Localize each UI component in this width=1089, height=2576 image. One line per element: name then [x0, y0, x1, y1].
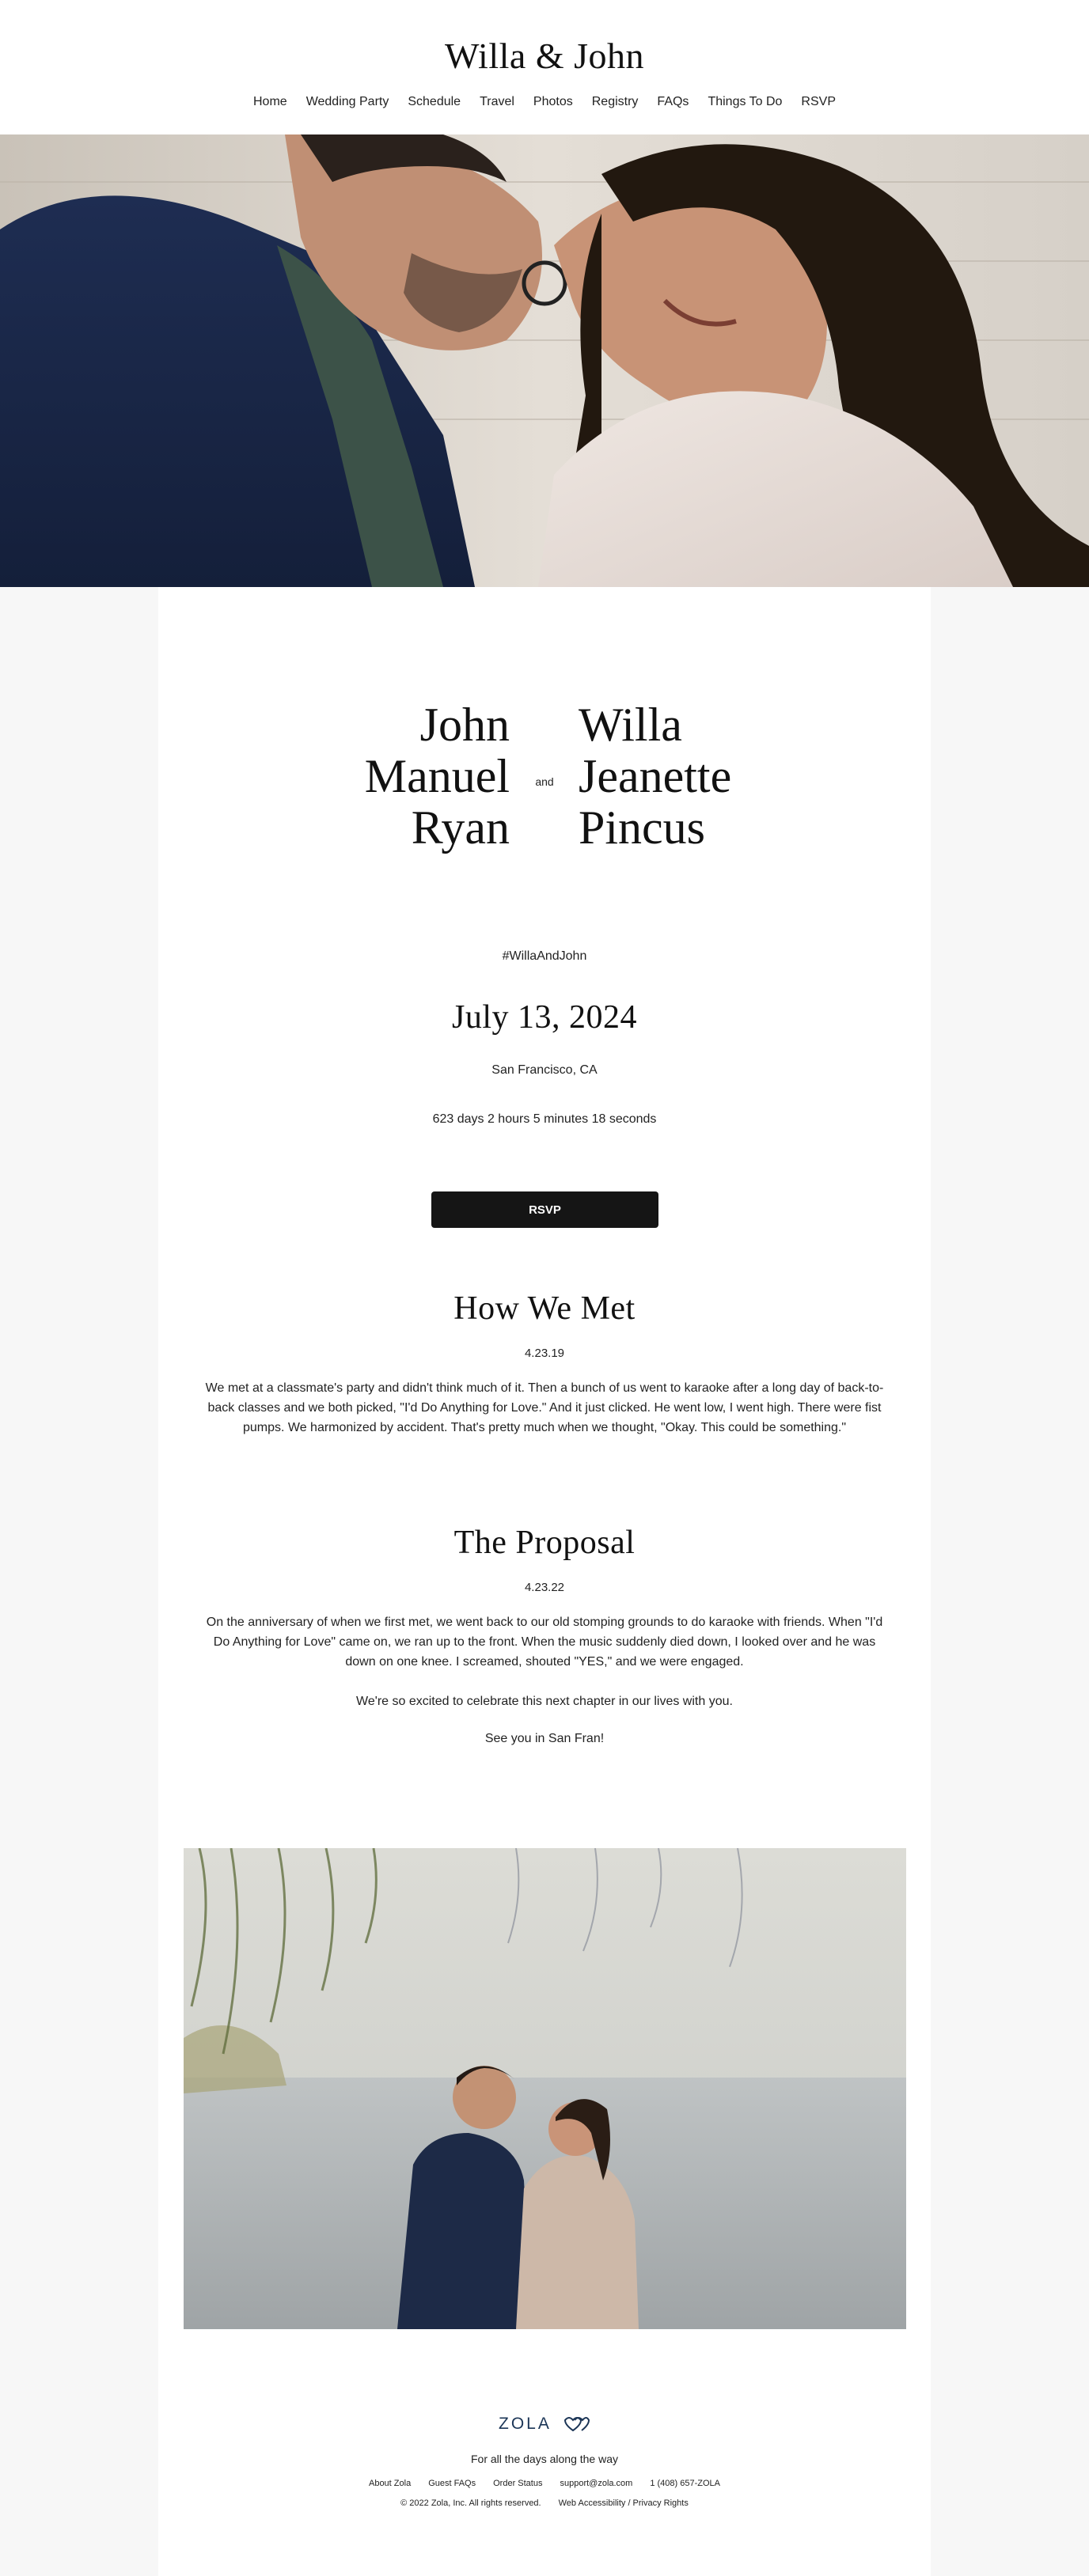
proposal-closing: We're so excited to celebrate this next chapter in our lives with you.: [356, 1695, 733, 1708]
zola-logo[interactable]: [499, 2415, 590, 2432]
footer-link-guest-faqs[interactable]: Guest FAQs: [428, 2479, 476, 2488]
footer-tagline: For all the days along the way: [471, 2453, 618, 2465]
main-content: [158, 587, 931, 2576]
proposal-story: On the anniversary of when we first met, we went back to our old stomping grounds to do karaoke with friends. When "I'd Do Anything for Love" came on, we ran up to the front. When the music suddenly died down, I looked over and he was down on one knee. I screamed, shouted "YES," and we were engaged.: [206, 1616, 883, 1669]
site-title: Willa & John: [444, 36, 644, 76]
nav-schedule[interactable]: Schedule: [408, 95, 461, 108]
proposal-date: 4.23.22: [524, 1581, 565, 1594]
how-we-met-title: How We Met: [453, 1290, 636, 1327]
nav-photos[interactable]: Photos: [533, 95, 573, 108]
proposal-title: The Proposal: [453, 1525, 636, 1561]
footer-copyright: © 2022 Zola, Inc. All rights reserved.: [400, 2498, 541, 2508]
how-we-met-story: We met at a classmate's party and didn't think much of it. Then a bunch of us went to karaoke after a long day of back-to-back classes and we both picked, "I'd Do Anything for Love." And it just clicked. He went low, I went high. There were fist pumps. We harmonized by accident. That's pretty much when we thought, "Okay. This could be something.": [205, 1381, 884, 1434]
rsvp-button[interactable]: RSVP: [431, 1191, 658, 1228]
couple-names: [158, 699, 931, 873]
footer-links: [158, 2479, 931, 2488]
nav-travel[interactable]: Travel: [480, 95, 514, 108]
footer-link-order-status[interactable]: Order Status: [493, 2479, 543, 2488]
main-nav: [0, 95, 1089, 109]
lakeside-couple-image: [184, 1848, 906, 2329]
footer-link-phone[interactable]: 1 (408) 657-ZOLA: [650, 2479, 720, 2488]
engagement-photo: [184, 1848, 906, 2329]
footer-link-about[interactable]: About Zola: [368, 2479, 412, 2488]
nav-registry[interactable]: Registry: [591, 95, 639, 108]
how-we-met-date: 4.23.19: [524, 1347, 565, 1360]
wedding-date: July 13, 2024: [451, 999, 637, 1036]
nav-faqs[interactable]: FAQs: [657, 95, 689, 108]
nav-rsvp[interactable]: RSVP: [801, 95, 836, 108]
footer-legal-link[interactable]: Web Accessibility / Privacy Rights: [558, 2498, 689, 2508]
zola-wordmark: [499, 2415, 590, 2432]
svg-text:ZOLA: ZOLA: [499, 2415, 552, 2432]
site-header: [0, 0, 1089, 134]
nav-things-to-do[interactable]: Things To Do: [708, 95, 783, 108]
partner1-name: John Manuel Ryan: [364, 699, 510, 854]
nav-home[interactable]: Home: [253, 95, 287, 108]
wedding-hashtag: #WillaAndJohn: [502, 949, 587, 963]
proposal-signoff: See you in San Fran!: [484, 1732, 605, 1745]
wedding-location: San Francisco, CA: [491, 1063, 598, 1077]
hero-couple-image: [0, 134, 1089, 587]
partner2-name: Willa Jeanette Pincus: [579, 699, 732, 854]
hero-photo: [0, 134, 1089, 587]
countdown-timer: 623 days 2 hours 5 minutes 18 seconds: [432, 1112, 657, 1126]
footer-bottom: [158, 2498, 931, 2508]
footer-link-support-email[interactable]: support@zola.com: [560, 2479, 633, 2488]
names-connector: and: [535, 775, 554, 788]
nav-wedding-party[interactable]: Wedding Party: [305, 95, 389, 108]
